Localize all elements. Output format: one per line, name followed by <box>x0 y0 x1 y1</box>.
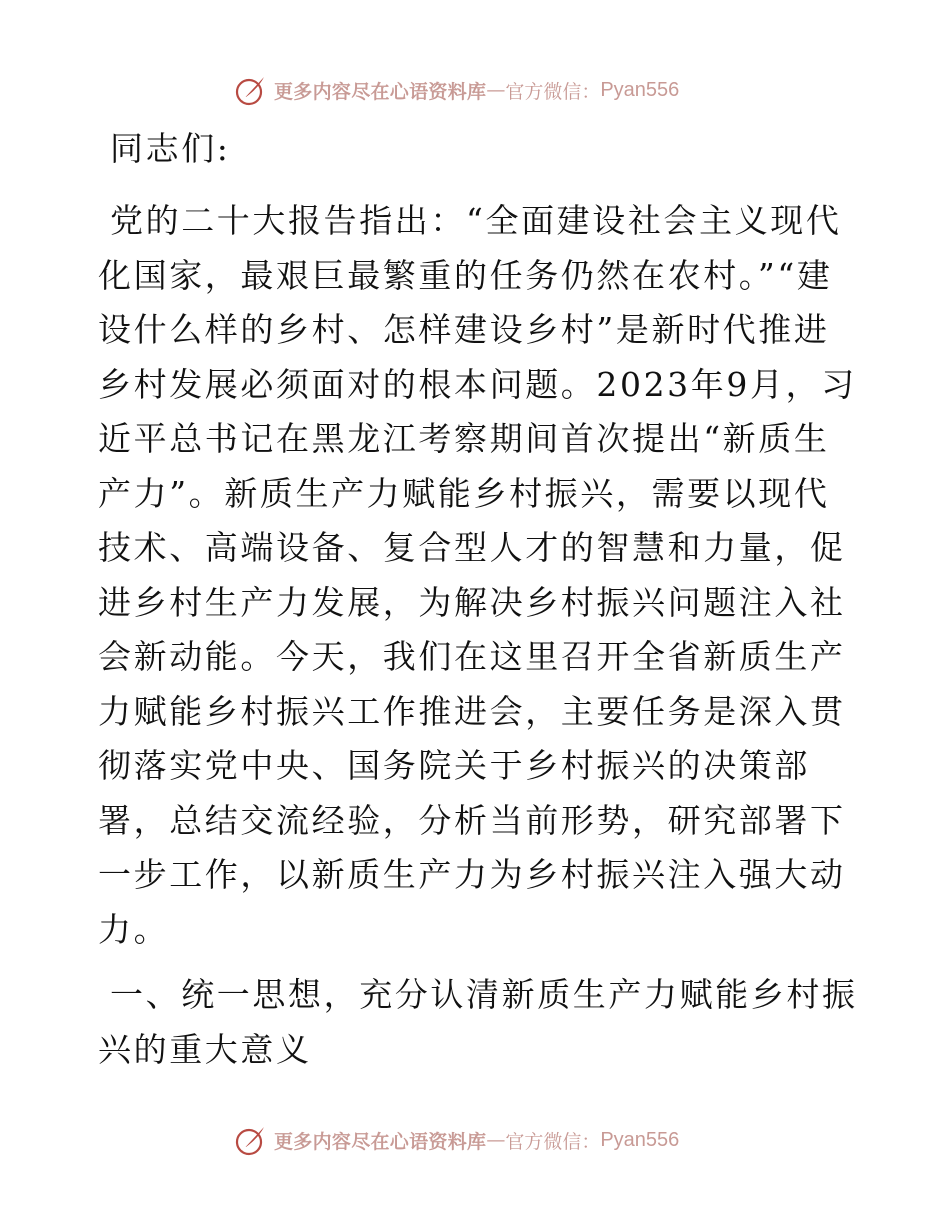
section-heading: 一、统一思想，充分认清新质生产力赋能乡村振兴的重大意义 <box>98 975 858 1069</box>
watermark-brand-text: 更多内容尽在心语资料库 <box>274 80 487 103</box>
feather-pen-logo-icon <box>234 73 268 107</box>
feather-pen-logo-icon <box>234 1123 268 1157</box>
watermark-separator: — <box>486 79 506 101</box>
watermark-contact-label: 官方微信： <box>505 1130 601 1153</box>
footer-watermark <box>234 1120 679 1160</box>
watermark-separator: — <box>486 1129 506 1151</box>
watermark-brand-text: 更多内容尽在心语资料库 <box>274 1130 487 1153</box>
watermark-contact-label: 官方微信： <box>505 80 601 103</box>
watermark-wechat-id: Pyan556 <box>600 1128 680 1151</box>
watermark-wechat-id: Pyan556 <box>600 78 680 101</box>
body-paragraph: 党的二十大报告指出：“全面建设社会主义现代化国家，最艰巨最繁重的任务仍然在农村。”“建设什么样的乡村、怎样建设乡村”是新时代推进乡村发展必须面对的根本问题。2023年9月，习近平总书记在黑龙江考察期间首次提出“新质生产力”。新质生产力赋能乡村振兴，需要以现代技术、高端设备、复合型人才的智慧和力量，促进乡村生产力发展，为解决乡村振兴问题注入社会新动能。今天，我们在这里召开全省新质生产力赋能乡村振兴工作推进会，主要任务是深入贯彻落实党中央、国务院关于乡村振兴的决策部署，总结交流经验，分析当前形势，研究部署下一步工作，以新质生产力为乡村振兴注入强大动力。 <box>98 201 857 949</box>
header-watermark <box>234 70 679 110</box>
greeting-line: 同志们: <box>110 129 231 168</box>
